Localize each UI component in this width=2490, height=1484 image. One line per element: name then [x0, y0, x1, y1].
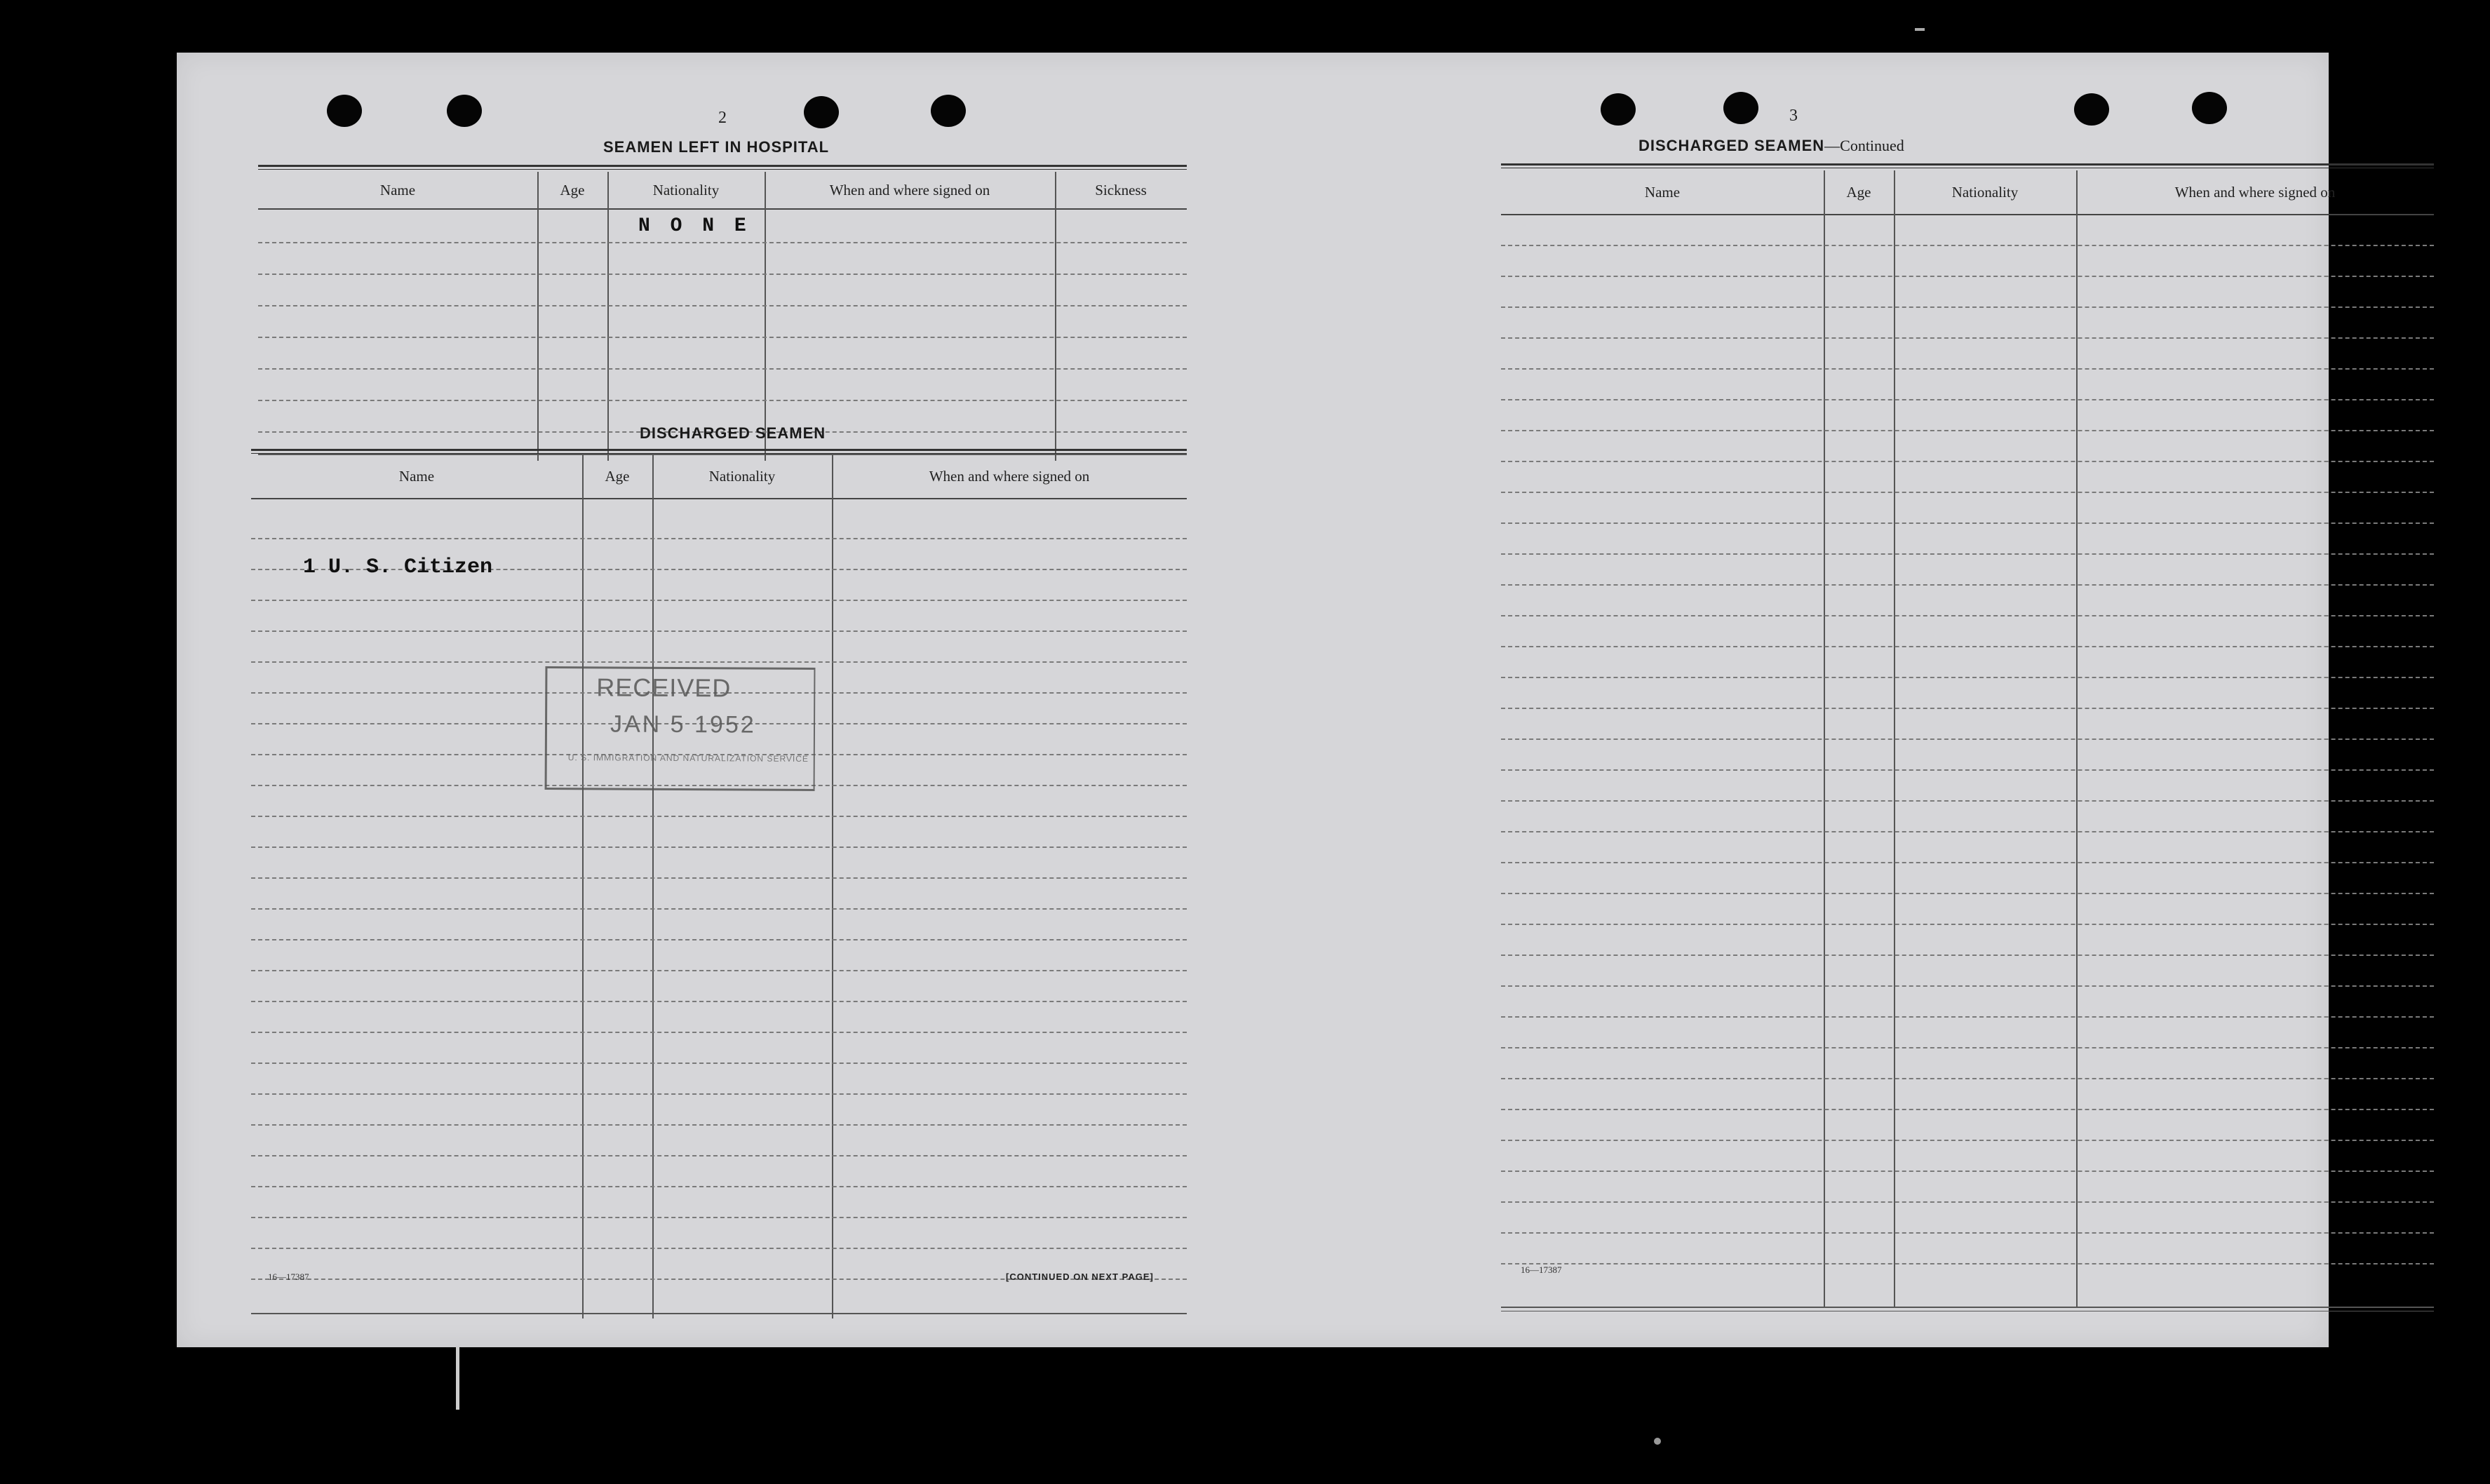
row-line [251, 1063, 1187, 1064]
row-line [1501, 1140, 2434, 1141]
column-divider [537, 172, 539, 461]
row-line [251, 1155, 1187, 1156]
column-divider [832, 454, 833, 1318]
column-header-signed-on: When and where signed on [2174, 183, 2336, 201]
stamp-date: JAN 5 1952 [610, 710, 756, 738]
section-title-suffix: —Continued [1824, 137, 1904, 154]
form-code: 16—17387 [1521, 1264, 1562, 1275]
row-line [1501, 1016, 2434, 1018]
column-divider [607, 172, 609, 461]
row-line [1501, 1263, 2434, 1264]
row-line [1501, 955, 2434, 956]
continued-note: [CONTINUED ON NEXT PAGE] [1006, 1271, 1154, 1282]
row-line [251, 1032, 1187, 1033]
row-line [1501, 1201, 2434, 1203]
row-line [258, 368, 1187, 370]
row-line [251, 1186, 1187, 1187]
row-line [251, 1248, 1187, 1249]
row-line [251, 1217, 1187, 1218]
row-line [1501, 1171, 2434, 1172]
scan-artifact [1654, 1438, 1661, 1445]
column-divider [652, 454, 654, 1318]
discharged-section-title: DISCHARGED SEAMEN [640, 424, 826, 442]
scan-artifact [456, 1347, 459, 1410]
column-header-nationality: Nationality [708, 467, 776, 485]
row-line [251, 1001, 1187, 1002]
row-line [251, 908, 1187, 910]
row-line [1501, 245, 2434, 246]
row-line [1501, 615, 2434, 616]
row-line [1501, 985, 2434, 987]
column-header-age: Age [1846, 183, 1871, 201]
row-line [1501, 1047, 2434, 1048]
row-line [1501, 862, 2434, 863]
row-line [258, 242, 1187, 243]
row-line [1501, 368, 2434, 370]
row-line [251, 816, 1187, 817]
row-line [1501, 646, 2434, 647]
row-line [258, 305, 1187, 306]
row-line [1501, 522, 2434, 524]
row-line [258, 400, 1187, 401]
column-header-nationality: Nationality [652, 181, 720, 198]
column-header-age: Age [560, 181, 585, 198]
row-line [251, 970, 1187, 971]
row-line [1501, 553, 2434, 555]
column-header-name: Name [379, 181, 416, 198]
row-line [1501, 738, 2434, 740]
column-header-age: Age [605, 467, 630, 485]
column-header-name: Name [1644, 183, 1681, 201]
table-bottom-rule [251, 1313, 1187, 1314]
row-line [251, 939, 1187, 940]
row-line [251, 846, 1187, 848]
column-divider [582, 454, 584, 1318]
hospital-section-title: SEAMEN LEFT IN HOSPITAL [603, 138, 830, 156]
row-line [1501, 1109, 2434, 1110]
row-line [1501, 708, 2434, 709]
table-header [1501, 170, 2434, 215]
discharged-entry: 1 U. S. Citizen [303, 555, 493, 579]
form-code: 16—17387 [268, 1271, 309, 1282]
row-line [1501, 276, 2434, 277]
row-line [1501, 677, 2434, 678]
column-header-nationality: Nationality [1951, 183, 2019, 201]
scan-artifact [1915, 28, 1925, 31]
stamp-title: RECEIVED [596, 673, 732, 703]
received-stamp [545, 666, 816, 791]
table-header [258, 172, 1187, 210]
row-line [1501, 769, 2434, 771]
discharged-continued-title [1638, 137, 1904, 155]
row-line [1501, 306, 2434, 308]
column-divider [1055, 172, 1056, 461]
row-line [251, 538, 1187, 539]
hospital-table [258, 165, 1187, 456]
right-page [1253, 53, 2336, 1347]
row-line [251, 630, 1187, 632]
column-header-signed-on: When and where signed on [829, 181, 990, 198]
row-line [1501, 337, 2434, 339]
column-header-sickness: Sickness [1095, 181, 1147, 198]
row-line [1501, 430, 2434, 431]
row-line [1501, 800, 2434, 802]
row-line [258, 274, 1187, 275]
row-line [1501, 584, 2434, 586]
row-line [251, 877, 1187, 879]
section-title-text: DISCHARGED SEAMEN [1638, 137, 1825, 154]
discharged-table [251, 449, 1187, 1318]
table-top-rule [258, 165, 1187, 167]
page-number: 2 [718, 109, 727, 127]
table-top-rule [1501, 163, 2434, 166]
column-header-signed-on: When and where signed on [929, 467, 1090, 485]
table-header [251, 454, 1187, 499]
row-line [1501, 1232, 2434, 1234]
row-line [1501, 461, 2434, 462]
stamp-agency: U. S. IMMIGRATION AND NATURALIZATION SERVICE [567, 753, 809, 764]
column-divider [765, 172, 766, 461]
discharged-continued-table [1501, 163, 2434, 1314]
document-sheet [177, 53, 2336, 1347]
table-bottom-rule [1501, 1307, 2434, 1308]
column-header-name: Name [398, 467, 435, 485]
row-line [251, 600, 1187, 601]
row-line [1501, 924, 2434, 925]
table-top-rule [251, 449, 1187, 451]
row-line [1501, 1078, 2434, 1079]
row-line [251, 1093, 1187, 1095]
row-line [1501, 893, 2434, 894]
row-line [251, 1124, 1187, 1126]
row-line [1501, 831, 2434, 832]
row-line [1501, 399, 2434, 400]
left-page [177, 53, 1253, 1347]
row-line [1501, 492, 2434, 493]
hospital-entry-none: N O N E [638, 215, 751, 237]
row-line [251, 661, 1187, 663]
row-line [258, 337, 1187, 338]
page-number: 3 [1789, 107, 1798, 125]
